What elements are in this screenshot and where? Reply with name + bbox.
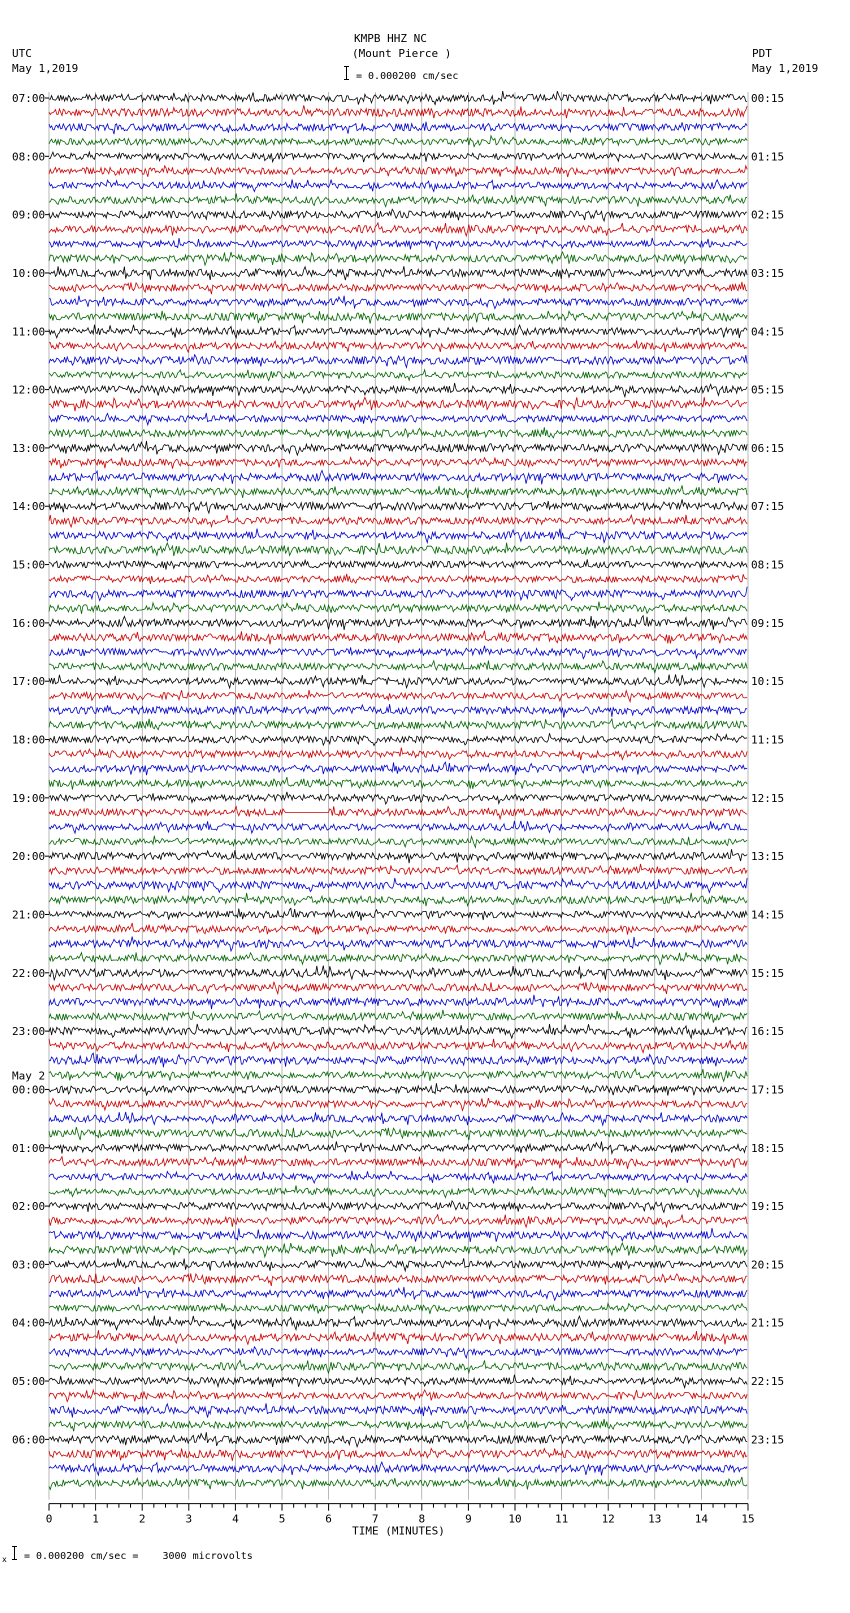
seismic-trace [49, 616, 747, 630]
x-tick-label: 10 [508, 1512, 522, 1526]
seismic-trace [49, 1228, 747, 1242]
pdt-hour-label: 13:15 [751, 850, 785, 864]
utc-hour-label: 06:00 [12, 1433, 46, 1447]
seismic-trace [49, 1403, 747, 1417]
seismic-trace [49, 383, 747, 397]
pdt-hour-label: 11:15 [751, 733, 785, 747]
seismic-trace [49, 661, 747, 673]
seismic-trace [49, 223, 747, 236]
x-tick-label: 12 [601, 1512, 615, 1526]
utc-hour-label: 21:00 [12, 908, 46, 922]
pdt-hour-label: 18:15 [751, 1141, 785, 1155]
seismic-trace [49, 1360, 747, 1373]
x-tick-label: 6 [325, 1512, 332, 1526]
utc-hour-label: 12:00 [12, 383, 46, 397]
seismic-trace [49, 457, 747, 468]
seismic-trace [49, 704, 747, 717]
left-date: May 1,2019 [12, 62, 79, 75]
utc-hour-label: 18:00 [12, 733, 46, 747]
utc-hour-label: 11:00 [12, 325, 46, 339]
seismic-trace [49, 252, 747, 265]
utc-hour-label: 10:00 [12, 266, 46, 280]
seismic-trace [49, 152, 747, 162]
seismic-trace [49, 864, 747, 874]
seismic-trace [49, 995, 747, 1009]
seismic-trace [49, 1462, 747, 1475]
seismic-trace [49, 529, 747, 543]
seismic-trace [49, 1010, 747, 1023]
seismic-trace [49, 485, 747, 498]
pdt-hour-label: 17:15 [751, 1083, 785, 1097]
seismic-trace [49, 1287, 747, 1300]
seismic-trace [49, 1347, 747, 1358]
seismic-trace [49, 340, 747, 352]
seismic-trace [49, 136, 747, 147]
seismic-trace [49, 966, 747, 980]
pdt-hour-label: 01:15 [751, 150, 785, 164]
seismic-trace [49, 893, 747, 906]
seismic-trace [49, 1156, 747, 1169]
seismic-trace [49, 1375, 747, 1388]
utc-hour-label: 01:00 [12, 1141, 46, 1155]
utc-hour-label: 16:00 [12, 616, 46, 630]
seismic-trace [49, 719, 747, 730]
x-tick-label: 7 [371, 1512, 379, 1526]
seismic-trace [49, 674, 747, 688]
seismic-trace [49, 1141, 747, 1153]
pdt-hour-label: 03:15 [751, 266, 785, 280]
seismic-trace [49, 587, 747, 601]
utc-hour-label: 04:00 [12, 1316, 46, 1330]
seismic-trace [49, 821, 747, 833]
seismic-trace [49, 748, 747, 760]
pdt-hour-label: 23:15 [751, 1433, 785, 1447]
seismic-trace [49, 91, 747, 105]
x-tick-label: 9 [465, 1512, 472, 1526]
utc-hour-label: 08:00 [12, 150, 46, 164]
x-tick-label: 5 [278, 1512, 286, 1526]
pdt-hour-label: 00:15 [751, 92, 785, 105]
seismic-trace [49, 1039, 747, 1053]
utc-hour-label: 13:00 [12, 441, 46, 455]
seismic-trace [49, 982, 747, 994]
seismic-trace [49, 1127, 747, 1140]
pdt-hour-label: 04:15 [751, 325, 785, 339]
seismic-trace [49, 1274, 747, 1287]
right-date: May 1,2019 [752, 62, 819, 75]
seismic-trace [49, 559, 747, 569]
pdt-hour-label: 08:15 [751, 558, 785, 572]
x-tick-label: 3 [185, 1512, 193, 1526]
seismic-trace [49, 370, 747, 381]
seismic-trace [49, 1258, 747, 1271]
pdt-hour-label: 16:15 [751, 1025, 785, 1039]
pdt-hour-label: 09:15 [751, 616, 785, 630]
seismic-trace [49, 515, 747, 527]
utc-hour-label: 09:00 [12, 208, 46, 222]
seismic-trace [49, 937, 747, 951]
utc-hour-label: 20:00 [12, 850, 46, 864]
utc-hour-label: 07:00 [12, 92, 46, 105]
seismic-traces [49, 91, 747, 1489]
utc-hour-label: 15:00 [12, 558, 46, 572]
seismic-trace [49, 602, 747, 614]
seismic-trace [49, 1053, 747, 1067]
x-tick-label: 13 [648, 1512, 662, 1526]
utc-hour-label: 19:00 [12, 791, 46, 805]
seismic-trace [49, 282, 747, 294]
seismic-trace [49, 690, 747, 702]
seismic-trace [49, 1243, 747, 1257]
seismic-trace [49, 441, 747, 455]
seismic-trace [49, 325, 747, 338]
seismic-trace [49, 1112, 747, 1125]
utc-hour-label: 14:00 [12, 500, 46, 514]
seismic-trace [49, 923, 747, 935]
seismic-trace [49, 1330, 747, 1344]
footer-scale-bar-icon [12, 1546, 17, 1560]
seismic-trace [49, 266, 747, 280]
seismic-trace [49, 1098, 747, 1110]
seismic-trace [49, 1316, 747, 1330]
seismic-trace [49, 908, 747, 920]
utc-hour-label: 03:00 [12, 1258, 46, 1272]
site-name: (Mount Pierce ) [352, 47, 452, 60]
seismic-trace [49, 1215, 747, 1228]
pdt-hour-label: 10:15 [751, 675, 785, 689]
footer-marker: x [2, 1555, 7, 1564]
right-timezone: PDT [752, 47, 772, 60]
utc-hour-label: 02:00 [12, 1200, 46, 1214]
utc-hour-label: 23:00 [12, 1025, 46, 1039]
seismic-trace [49, 806, 747, 819]
x-tick-label: 1 [92, 1512, 99, 1526]
seismic-trace [49, 1069, 747, 1081]
seismic-trace [49, 238, 747, 249]
utc-hour-label: 17:00 [12, 675, 46, 689]
seismic-trace [49, 836, 747, 848]
time-axis [46, 1504, 755, 1538]
seismic-trace [49, 1390, 747, 1402]
seismic-trace [49, 543, 747, 556]
pdt-hour-label: 19:15 [751, 1200, 785, 1214]
seismic-trace [49, 792, 747, 804]
station-title: KMPB HHZ NC [354, 32, 427, 45]
seismic-trace [49, 355, 747, 368]
seismic-trace [49, 1024, 747, 1038]
pdt-hour-label: 14:15 [751, 908, 785, 922]
pdt-hour-label: 20:15 [751, 1258, 785, 1272]
seismic-trace [49, 1186, 747, 1198]
seismic-trace [49, 849, 747, 863]
seismic-trace [49, 209, 747, 221]
seismic-trace [49, 631, 747, 645]
utc-hour-label: 05:00 [12, 1375, 46, 1389]
pdt-hour-label: 21:15 [751, 1316, 785, 1330]
x-tick-label: 0 [45, 1512, 53, 1526]
pdt-hour-label: 15:15 [751, 966, 785, 980]
seismic-trace [49, 1477, 747, 1490]
seismic-trace [49, 471, 747, 485]
seismic-trace [49, 1171, 747, 1183]
seismic-trace [49, 952, 747, 964]
seismic-trace [49, 1303, 747, 1314]
x-tick-label: 4 [232, 1512, 239, 1526]
x-tick-label: 15 [741, 1512, 755, 1526]
seismic-trace [49, 777, 747, 790]
pdt-hour-label: 06:15 [751, 441, 785, 455]
seismic-trace [49, 193, 747, 206]
seismic-trace [49, 311, 747, 324]
seismic-trace [49, 762, 747, 775]
x-tick-label: 11 [554, 1512, 569, 1526]
pdt-hour-label: 02:15 [751, 208, 785, 222]
seismic-trace [49, 1448, 747, 1461]
pdt-hour-label: 07:15 [751, 500, 785, 514]
date-change-label: May 2 [12, 1069, 46, 1083]
seismic-trace [49, 574, 747, 584]
x-axis-label: TIME (MINUTES) [352, 1524, 445, 1538]
utc-hour-label: 00:00 [12, 1083, 46, 1097]
seismic-trace [49, 878, 747, 893]
left-timezone: UTC [12, 47, 32, 60]
seismic-trace [49, 397, 747, 411]
seismic-trace [49, 122, 747, 135]
seismic-trace [49, 646, 747, 659]
pdt-hour-label: 12:15 [751, 791, 785, 805]
seismic-trace [49, 499, 747, 513]
seismic-trace [49, 1201, 747, 1212]
utc-hour-label: 22:00 [12, 966, 46, 980]
x-tick-label: 14 [694, 1512, 709, 1526]
pdt-hour-label: 05:15 [751, 383, 785, 397]
x-tick-label: 8 [418, 1512, 426, 1526]
seismic-trace [49, 413, 747, 425]
seismic-trace [49, 427, 747, 438]
seismic-trace [49, 1432, 747, 1447]
x-tick-label: 2 [138, 1512, 146, 1526]
seismic-trace [49, 179, 747, 191]
seismic-trace [49, 105, 747, 118]
seismic-trace [49, 296, 747, 309]
footer-scale-note: = 0.000200 cm/sec = 3000 microvolts [24, 1551, 253, 1562]
pdt-hour-label: 22:15 [751, 1375, 785, 1389]
seismic-trace [49, 1419, 747, 1431]
seismic-trace [49, 166, 747, 177]
scale-label: = 0.000200 cm/sec [356, 71, 459, 82]
seismic-trace [49, 1083, 747, 1095]
seismic-trace [49, 733, 747, 745]
